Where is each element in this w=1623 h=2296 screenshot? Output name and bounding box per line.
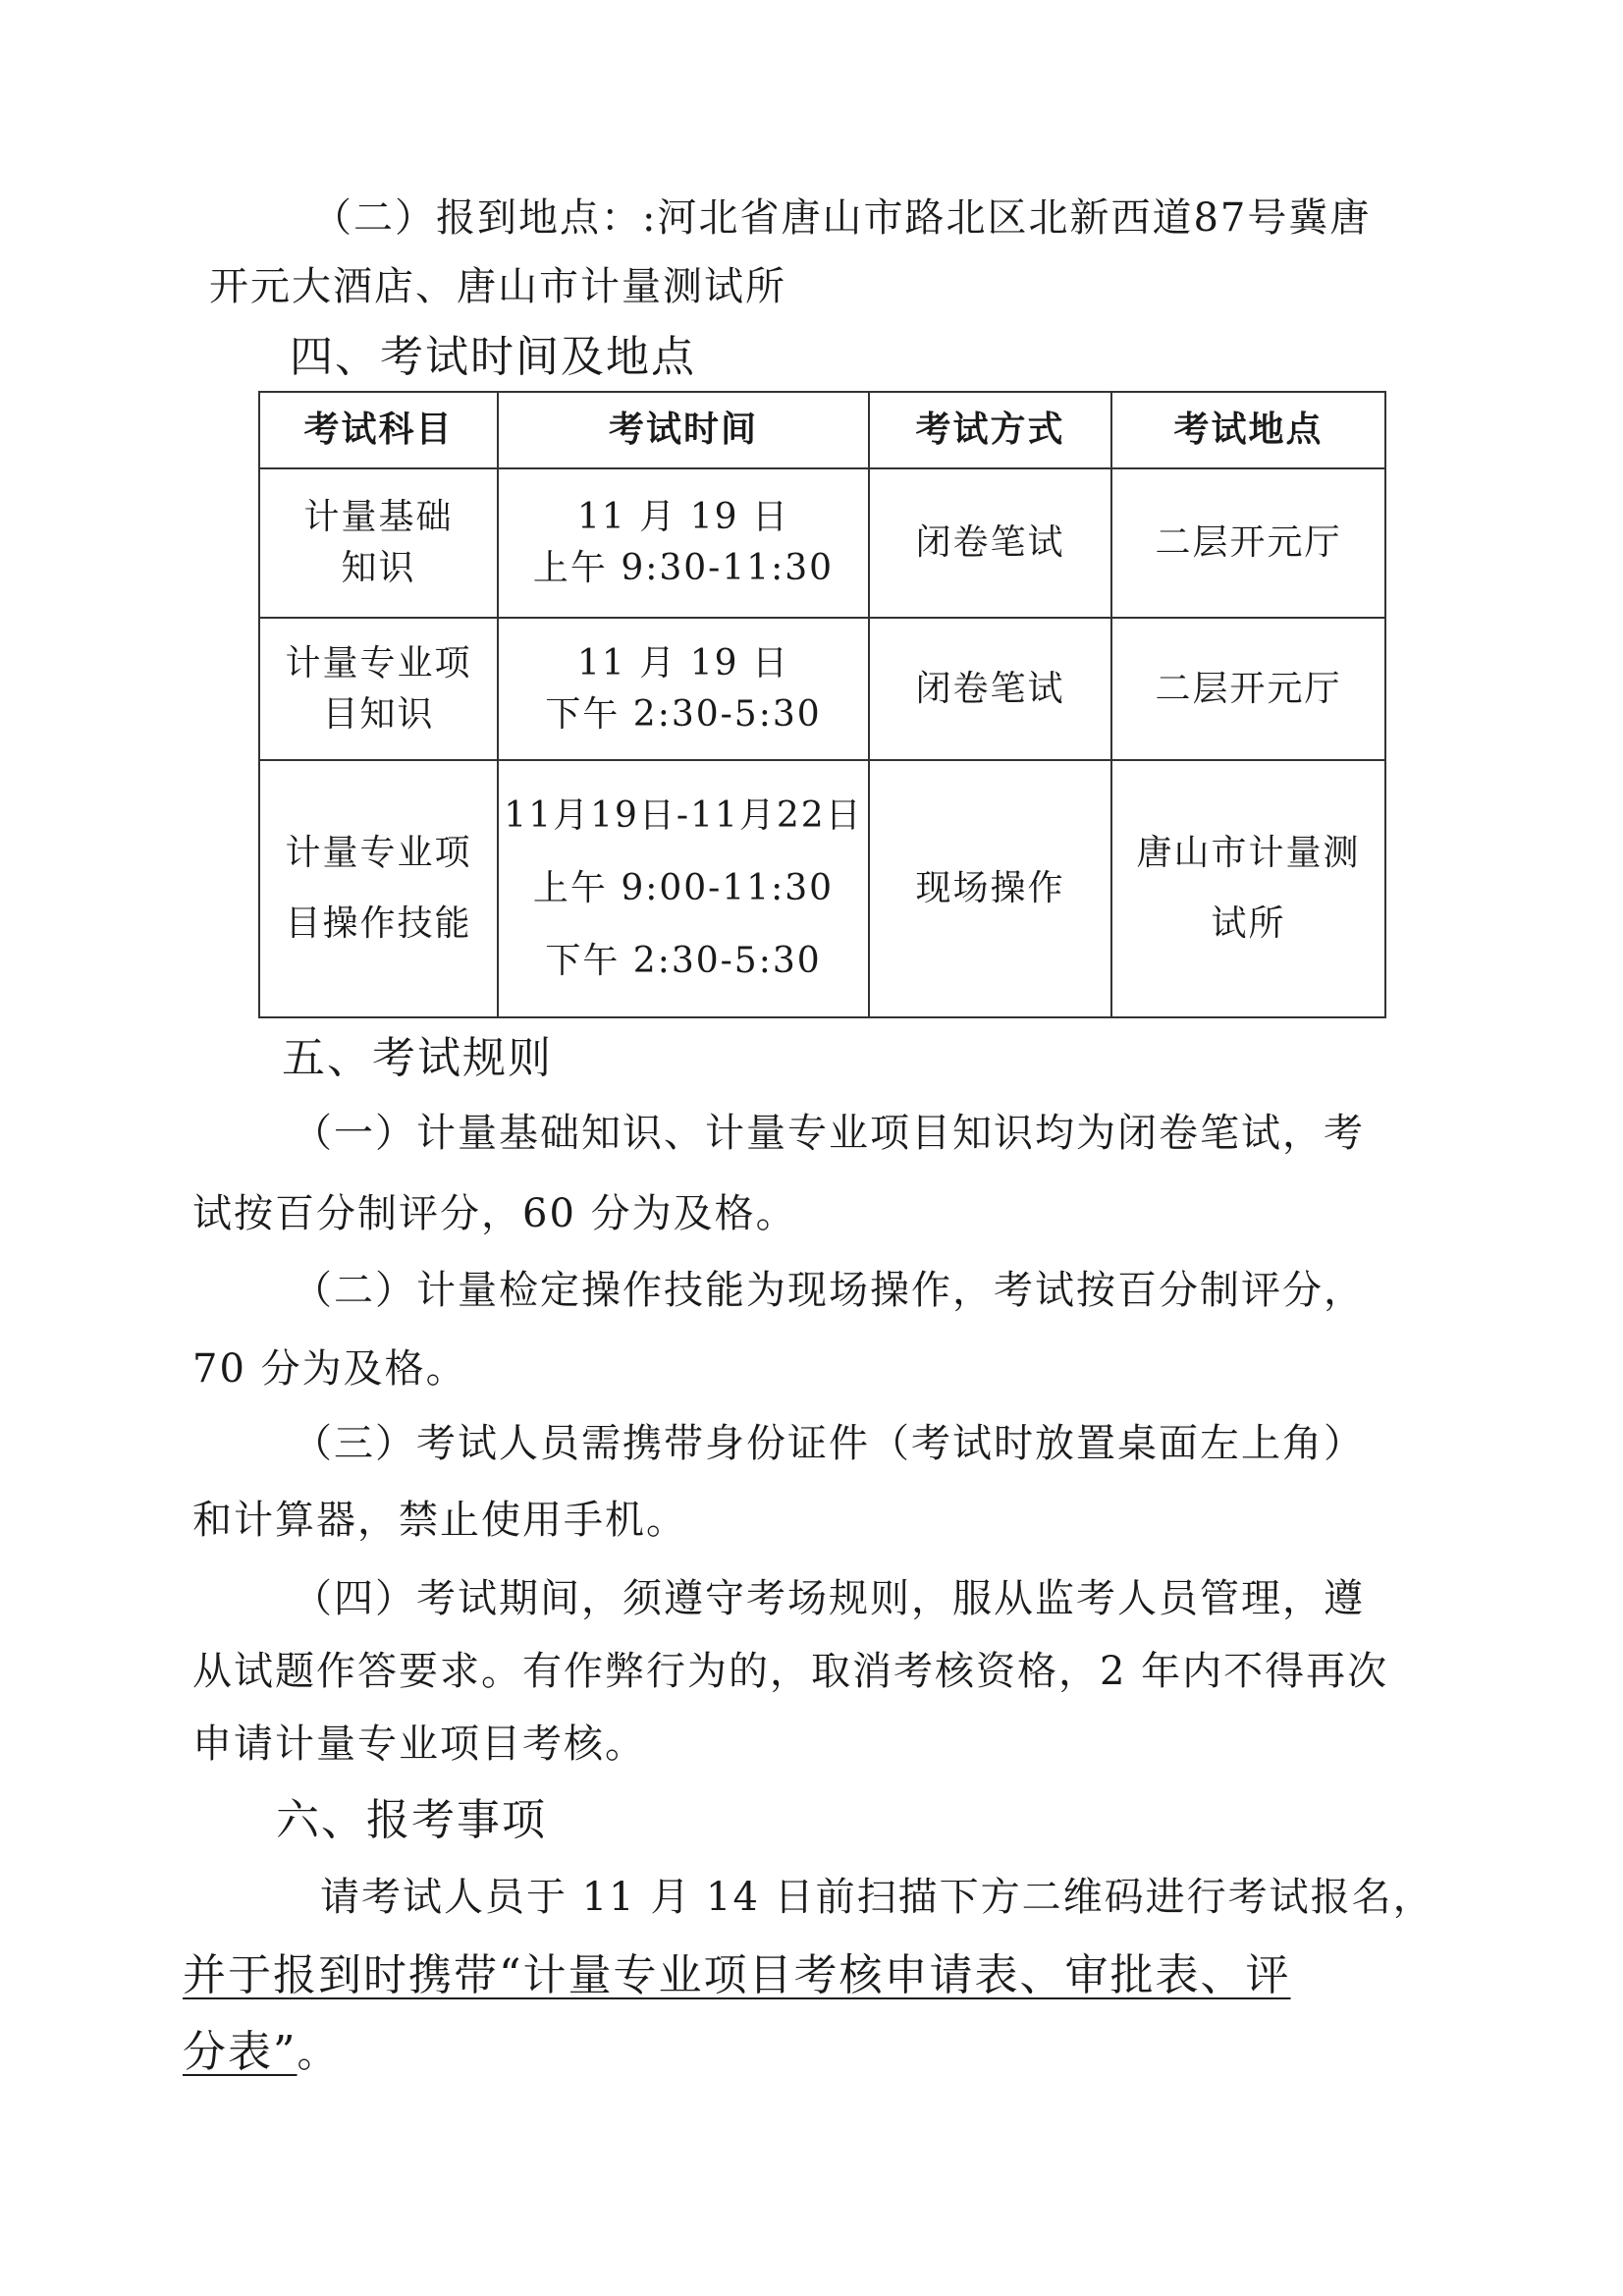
table-row [259,468,1385,618]
cell-text: 二层开元厅 [1155,668,1342,709]
cell-text: 11 月 19 日 [577,642,789,683]
report-location-line-2: 开元大酒店、唐山市计量测试所 [209,264,786,309]
cell-time [498,618,869,760]
cell-text: 现场操作 [915,868,1065,908]
cell-text: 目操作技能 [285,903,472,944]
section-6-title: 六、报考事项 [276,1795,547,1845]
cell-time [498,468,869,618]
table-row [259,760,1385,1017]
header-time: 考试时间 [498,392,869,468]
cell-text: 闭卷笔试 [915,522,1065,563]
rule-4-line-2: 从试题作答要求。有作弊行为的，取消考核资格，2 年内不得再次 [192,1649,1389,1694]
cell-subject [259,618,498,760]
cell-method [869,468,1111,618]
exam-schedule-table [258,391,1386,1018]
required-documents-text-end: 分表” [183,2027,298,2077]
rule-4-line-3: 申请计量专业项目考核。 [192,1722,646,1767]
required-documents-text: 并于报到时携带“计量专业项目考核申请表、审批表、评 [183,1950,1291,2000]
cell-text: 11 月 19 日 [577,497,789,537]
table-header-row [259,392,1385,468]
header-subject: 考试科目 [259,392,498,468]
cell-text: 目知识 [322,693,435,735]
cell-place [1111,468,1385,618]
cell-text: 下午 2:30-5:30 [545,941,822,981]
cell-method [869,618,1111,760]
rule-1-line-2: 试按百分制评分，60 分为及格。 [192,1191,797,1236]
report-location-line-1: （二）报到地点：:河北省唐山市路北区北新西道87号冀唐 [312,195,1372,241]
cell-text: 计量专业项 [285,642,472,683]
table-row [259,618,1385,760]
sentence-end-punctuation: 。 [297,2031,339,2076]
rule-2-line-1: （二）计量检定操作技能为现场操作，考试按百分制评分， [293,1268,1365,1313]
registration-line-3 [183,2029,339,2077]
cell-text: 试所 [1211,903,1286,944]
cell-text: 下午 2:30-5:30 [545,693,822,735]
registration-line-2 [183,1952,1291,2000]
cell-text: 上午 9:00-11:30 [532,868,835,908]
cell-method [869,760,1111,1017]
cell-subject [259,468,498,618]
rule-3-line-1: （三）考试人员需携带身份证件（考试时放置桌面左上角） [293,1421,1365,1466]
section-5-title: 五、考试规则 [282,1033,553,1083]
rule-1-line-1: （一）计量基础知识、计量专业项目知识均为闭卷笔试，考 [293,1111,1365,1156]
header-place: 考试地点 [1111,392,1385,468]
cell-text: 知识 [341,548,416,588]
cell-place [1111,618,1385,760]
rule-2-line-2: 70 分为及格。 [192,1346,467,1392]
rule-3-line-2: 和计算器，禁止使用手机。 [192,1498,687,1543]
cell-place [1111,760,1385,1017]
cell-text: 计量专业项 [285,833,472,873]
section-4-title: 四、考试时间及地点 [290,332,696,382]
cell-time [498,760,869,1017]
registration-line-1: 请考试人员于 11 月 14 日前扫描下方二维码进行考试报名， [320,1875,1434,1920]
cell-text: 计量基础 [303,497,454,537]
cell-text: 二层开元厅 [1155,522,1342,563]
cell-text: 闭卷笔试 [915,668,1065,709]
cell-text: 11月19日-11月22日 [504,795,863,836]
cell-text: 上午 9:30-11:30 [532,548,835,588]
header-method: 考试方式 [869,392,1111,468]
cell-subject [259,760,498,1017]
cell-text: 唐山市计量测 [1136,833,1361,873]
rule-4-line-1: （四）考试期间，须遵守考场规则，服从监考人员管理，遵 [293,1576,1365,1621]
